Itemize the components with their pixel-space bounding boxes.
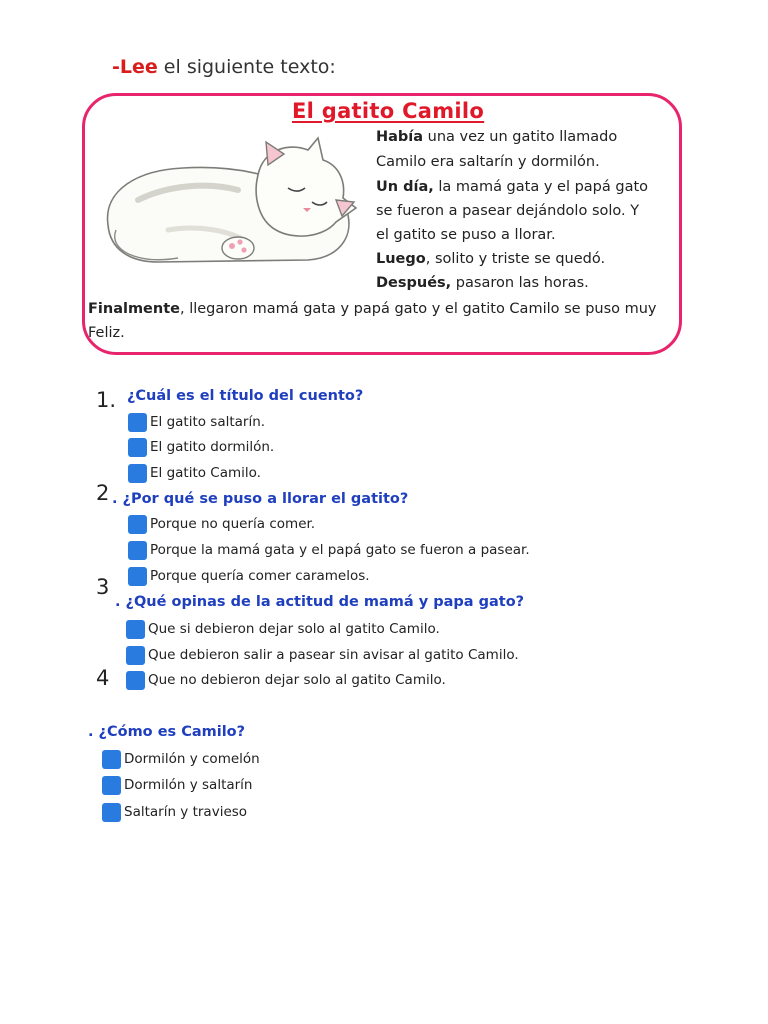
story-line: Un día, la mamá gata y el papá gato <box>376 179 649 195</box>
story-final-paragraph: Finalmente, llegaron mamá gata y papá gato y el gatito Camilo se puso muy Feliz. <box>88 301 657 341</box>
checkbox[interactable] <box>126 620 145 639</box>
question-number: 1. <box>96 388 117 412</box>
question-text: . ¿Cómo es Camilo? <box>88 724 246 740</box>
question-text: ¿Cuál es el título del cuento? <box>127 388 364 404</box>
answer-option[interactable]: Porque quería comer caramelos. <box>128 565 370 587</box>
checkbox[interactable] <box>128 464 147 483</box>
answer-option[interactable]: Que debieron salir a pasear sin avisar al gatito Camilo. <box>126 644 519 666</box>
question-number: 3 <box>96 575 110 599</box>
answer-option[interactable]: Dormilón y saltarín <box>102 774 253 796</box>
answer-option[interactable]: El gatito Camilo. <box>128 462 261 484</box>
checkbox[interactable] <box>128 541 147 560</box>
story-line: Luego, solito y triste se quedó. <box>376 251 606 267</box>
story-line: se fueron a pasear dejándolo solo. Y <box>376 203 640 219</box>
checkbox[interactable] <box>126 646 145 665</box>
question-number: 4 <box>96 666 110 690</box>
answer-option[interactable]: Que no debieron dejar solo al gatito Camilo. <box>126 669 446 691</box>
story-line: Camilo era saltarín y dormilón. <box>376 154 600 170</box>
checkbox[interactable] <box>128 515 147 534</box>
checkbox[interactable] <box>102 776 121 795</box>
question-text: . ¿Qué opinas de la actitud de mamá y papa gato? <box>115 594 525 610</box>
question-number: 2 <box>96 481 110 505</box>
story-title: El gatito Camilo <box>292 99 485 123</box>
answer-option[interactable]: El gatito saltarín. <box>128 411 265 433</box>
checkbox[interactable] <box>128 438 147 457</box>
checkbox[interactable] <box>126 671 145 690</box>
checkbox[interactable] <box>128 567 147 586</box>
question-text: . ¿Por qué se puso a llorar el gatito? <box>112 491 409 507</box>
answer-option[interactable]: Que si debieron dejar solo al gatito Camilo. <box>126 618 440 640</box>
answer-option[interactable]: Saltarín y travieso <box>102 801 247 823</box>
instruction-rest: el siguiente texto: <box>157 56 336 78</box>
story-line: Había una vez un gatito llamado <box>376 129 618 145</box>
sleeping-kitten-image <box>98 130 368 270</box>
story-line: Después, pasaron las horas. <box>376 275 589 291</box>
answer-option[interactable]: Porque la mamá gata y el papá gato se fueron a pasear. <box>128 539 530 561</box>
instruction <box>112 56 336 78</box>
checkbox[interactable] <box>102 750 121 769</box>
story-line: el gatito se puso a llorar. <box>376 227 556 243</box>
answer-option[interactable]: Dormilón y comelón <box>102 748 260 770</box>
instruction-lead: -Lee <box>112 56 158 78</box>
answer-option[interactable]: Porque no quería comer. <box>128 513 315 535</box>
checkbox[interactable] <box>102 803 121 822</box>
checkbox[interactable] <box>128 413 147 432</box>
answer-option[interactable]: El gatito dormilón. <box>128 436 274 458</box>
